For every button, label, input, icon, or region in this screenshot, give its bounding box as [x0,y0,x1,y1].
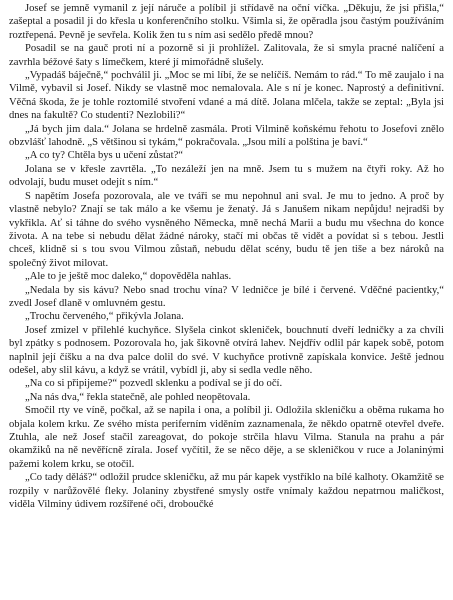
paragraph: Smočil rty ve víně, počkal, až se napila i ona, a políbil ji. Odložila skleničku a oběma rukama ho objala kolem krku. Ze svého místa periferním viděním zaznamenala, že někdo opatrně otevřel dveře. Ztuhla, ale než Josef stačil zareagovat, do pokoje strčila hlavu Vilma. Stanula na prahu a pár okamžiků na ně nevěřícně zírala. Josef vyčítil, že se něco děje, a se skleničkou v ruce a Jolaninými pažemi kolem krku, se otočil. [9,405,444,470]
paragraph: Jolana se v křesle zavrtěla. „To nezáleží jen na mně. Jsem tu s mužem na čtyři roky. Až ho odvolají, budu muset odejít s ním.“ [9,163,444,189]
paragraph: „Já bych jim dala.“ Jolana se hrdelně zasmála. Proti Vilmině koňskému řehotu to Josefovi znělo obzvlášť lahodně. „S většinou si tykám,“ pokračovala. „Jsou milí a polština je baví.“ [9,123,444,149]
paragraph: Josef se jemně vymanil z její náruče a políbil ji střídavě na oční víčka. „Děkuju, že jsi přišla,“ zašeptal a posadil ji do křesla u konferenčního stolku. Všimla si, že opěradla jsou častým používáním roztřepená. Pevně je sevřela. Kolik žen tu s ním asi sedělo předě mnou? [9,3,444,41]
paragraph: „Ale to je ještě moc daleko,“ dopověděla nahlas. [25,271,232,283]
paragraph: Posadil se na gauč proti ní a pozorně si ji prohlížel. Zalitovala, že si smyla pracné nalíčení a zavrhla béžové šaty s límečkem, které jí mimořádně slušely. [9,43,444,68]
paragraph: „A co ty? Chtěla bys u učení zůstat?“ [25,150,183,162]
paragraph: „Trochu červeného,“ přikývla Jolana. [25,311,184,323]
paragraph: „Co tady děláš?“ odložil prudce skleničku, až mu pár kapek vystříklo na bílé kalhoty. Okamžitě se rozpily v narůžovělé fleky. Jolaniny zbystřené smysly ostře vnímaly každou nepatrnou maličkost, viděla Vilminy údivem rozšířené oči, droboučké [9,472,444,511]
paragraph: „Na co si připijeme?“ pozvedl sklenku a podíval se jí do očí. [25,378,283,390]
paragraph: Josef zmizel v přilehlé kuchyňce. Slyšela cinkot skleniček, bouchnutí dveří ledničky a za chvíli byl zpátky s podnosem. Pozorovala ho, jak šikovně otvírá lahev. Nejdřív odlil pár kapek sobě, potom naplnil její číšku a na dva palce dolil do své. V kuchyňce protivně zapískala konvice. Ještě jednou odešel, aby slil kávu, a když se vrátil, vybídl ji, aby si sedla vedle něho. [9,324,444,376]
paragraph: „Vypadáš báječně,“ pochválil ji. „Moc se mi líbí, že se nelíčíš. Nemám to rád.“ To mě zaujalo i na Vilmě, vybavil si Josef. Nikdy se vlastně moc nemalovala. Ale s ní je konec. Naprostý a definitivní. Věčná škoda, že je tohle roztomilé stvoření vdané a má dítě. Jolana mlčela, takže se zeptal: „Byla jsi dnes na fakultě? Co studenti? Nezlobili?“ [9,70,444,122]
paragraph: „Nedala by sis kávu? Nebo snad trochu vína? V ledničce je bílé i červené. Vděčné pacientky,“ zvedl Josef dlaně v omluvném gestu. [9,284,444,309]
paragraph: „Na nás dva,“ řekla statečně, ale pohled neopětovala. [25,391,251,403]
paragraph: S napětím Josefa pozorovala, ale ve tváři se mu nepohnul ani sval. Je mu to jedno. A proč by vlastně nebylo? Znají se tak málo a ke všemu je ženatý. Já s Janušem nikam nepůjdu! nejradši by vykřikla. Ať si táhne do svého vysněného Německa, mně nechá Marii a budu mu všechna do konce života. A na tebe si nebudu dělat žádné nároky, stačí mi občas tě vidět a povídat si s tebou. Jestli chceš, klidně si s tou svou Vilmou zůstaň, nebudu dělat scény, budu tě jen tiše a bez nároků na společný život milovat. [9,190,444,269]
